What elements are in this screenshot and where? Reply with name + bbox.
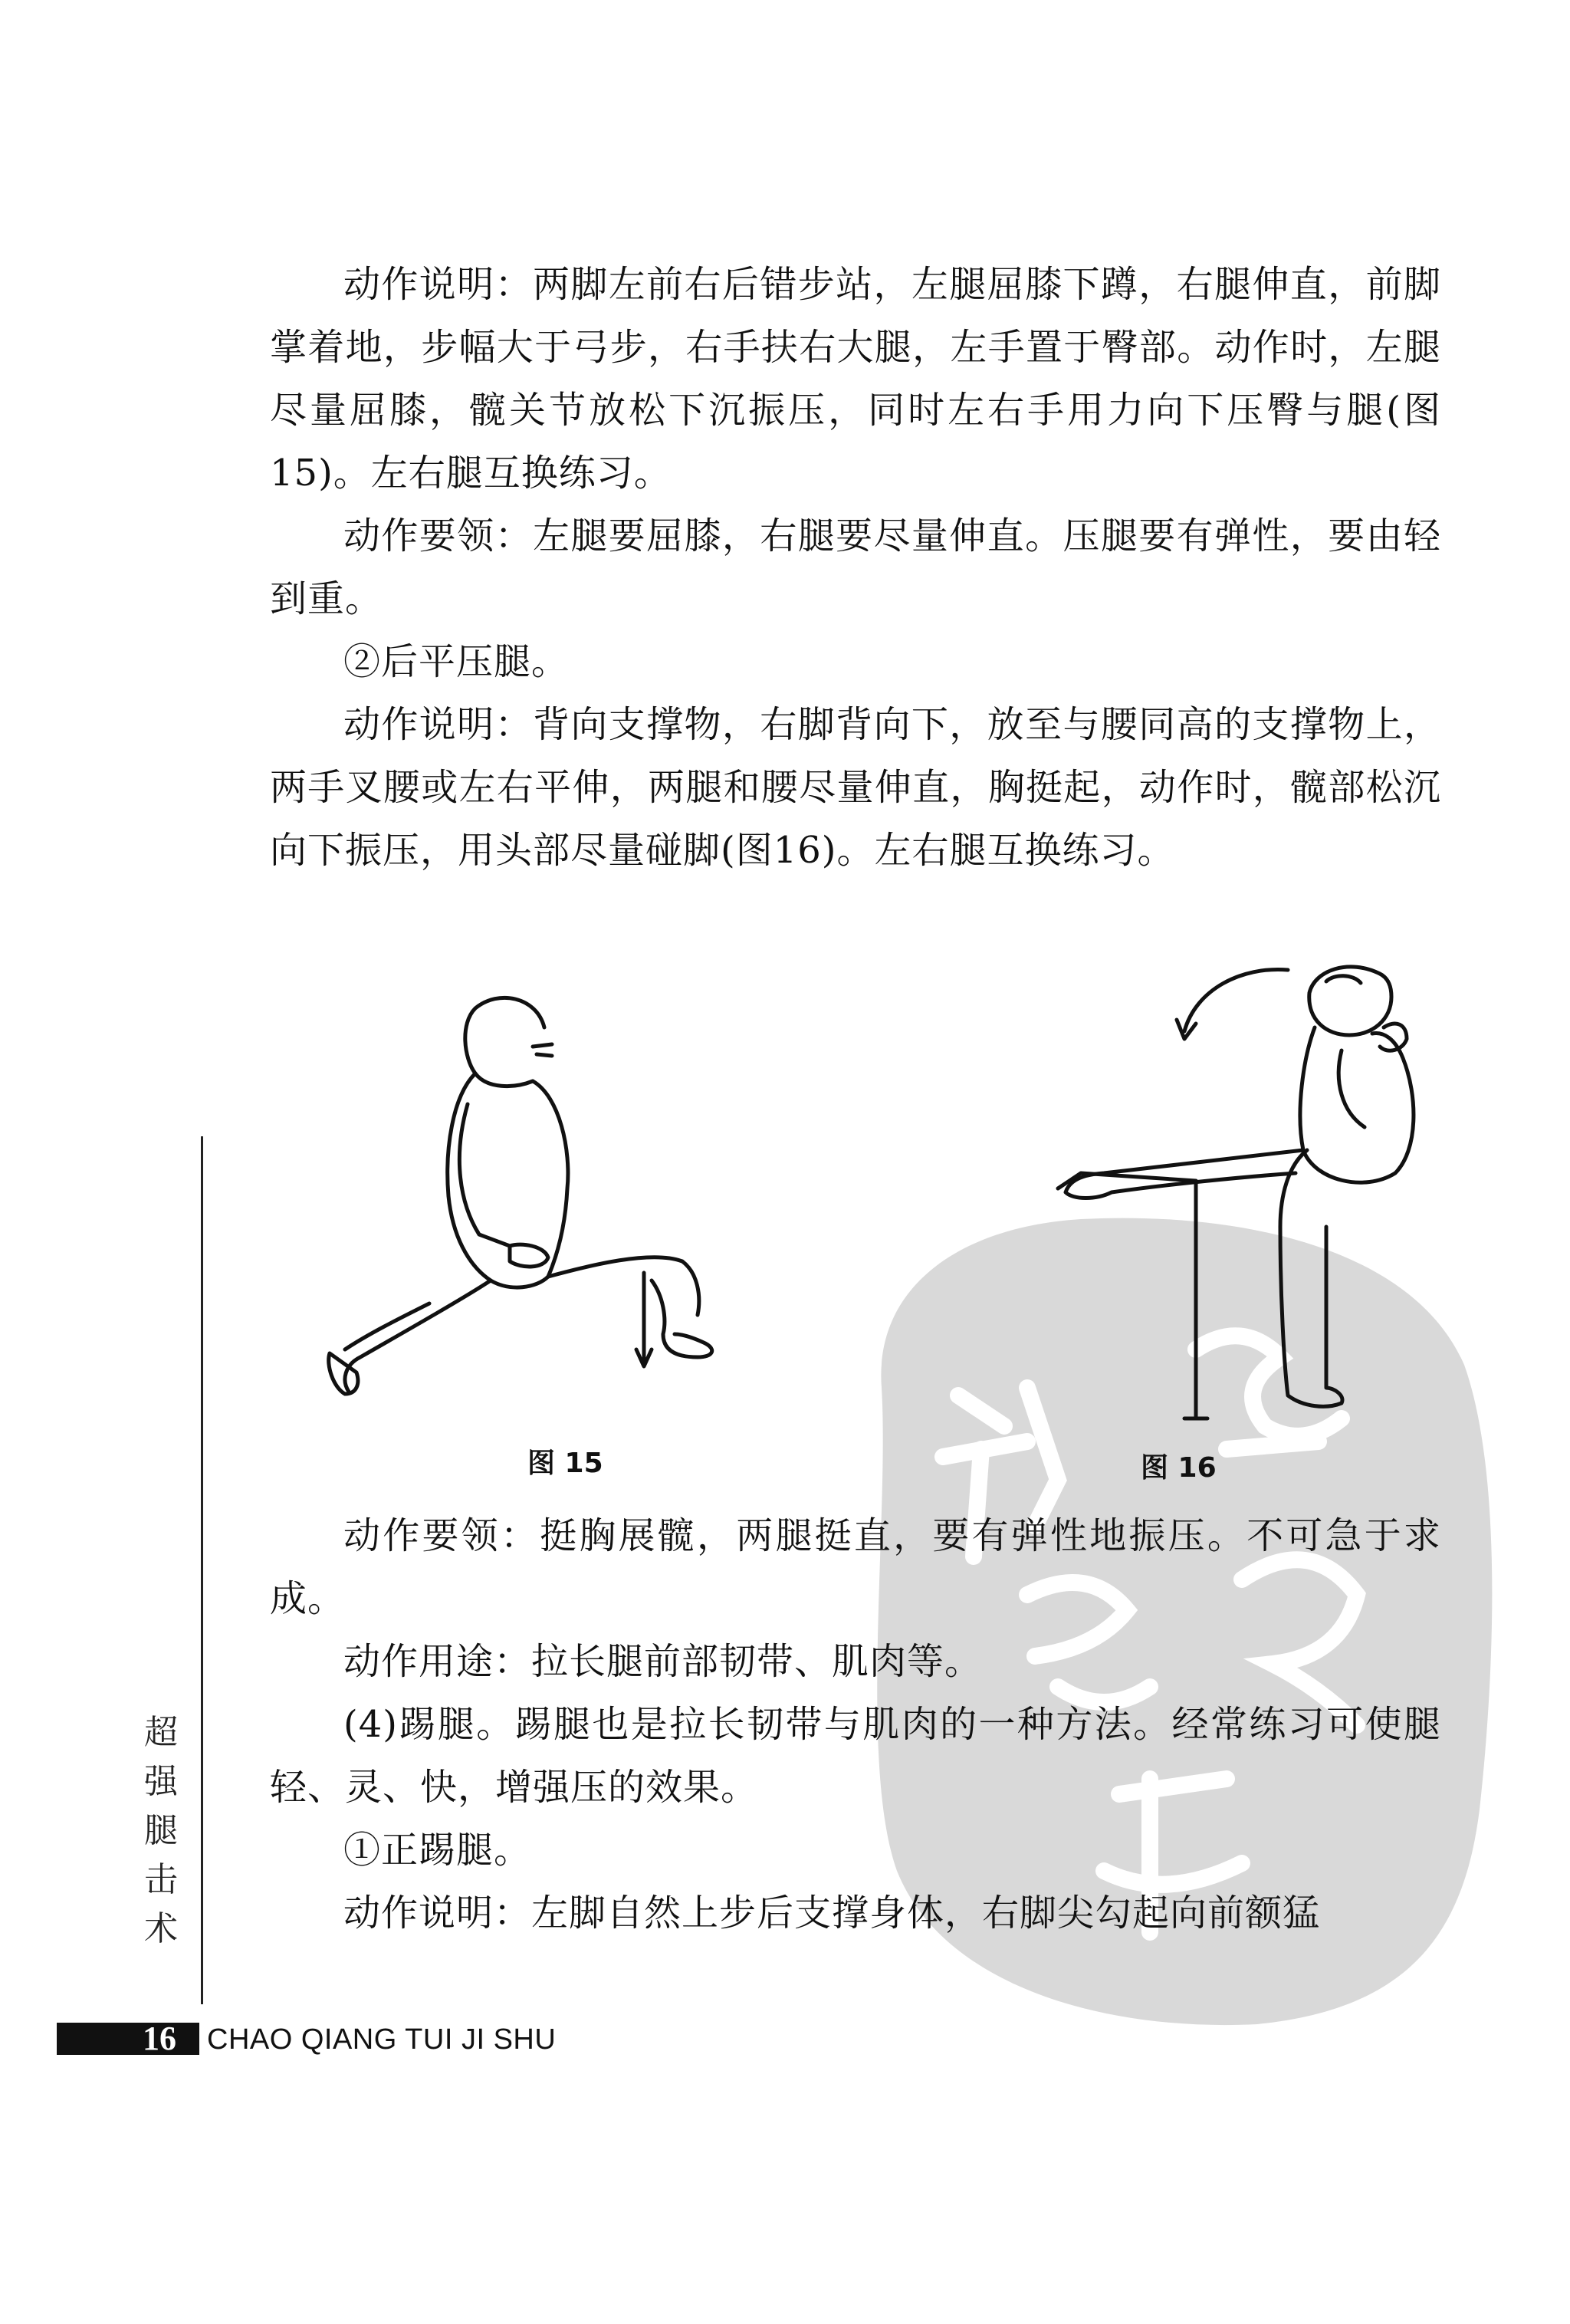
paragraph: ②后平压腿。 [343, 640, 570, 683]
paragraph: 动作说明：左脚自然上步后支撑身体，右脚尖勾起向前额猛 [343, 1892, 1321, 1934]
paragraph: 动作说明：两脚左前右后错步站，左腿屈膝下蹲，右腿伸直，前脚掌着地，步幅大于弓步，右手扶右大腿，左手置于臀部。动作时，左腿尽量屈膝，髋关节放松下沉振压，同时左右手用力向下压臀与腿(图15)。左右腿互换练习。 [270, 263, 1441, 495]
back-leg-press-illustration [966, 897, 1457, 1434]
side-divider [201, 1136, 203, 2004]
paragraph: (4)踢腿。踢腿也是拉长韧带与肌肉的一种方法。经常练习可使腿轻、灵、快，增强压的效果。 [270, 1703, 1441, 1809]
figure-15-caption: 图 15 [527, 1448, 603, 1479]
lunge-stretch-illustration [314, 974, 805, 1434]
title-char: 击 [144, 1860, 178, 1899]
title-char: 腿 [144, 1811, 178, 1850]
figure-16-caption: 图 16 [1141, 1452, 1217, 1484]
page-number: 16 [143, 2020, 176, 2057]
paragraph: ①正踢腿。 [343, 1829, 532, 1872]
title-char: 强 [144, 1762, 178, 1801]
paragraph: 动作要领：挺胸展髋，两腿挺直，要有弹性地振压。不可急于求成。 [270, 1514, 1441, 1620]
vertical-book-title [138, 1708, 184, 1954]
running-title: CHAO QIANG TUI JI SHU [207, 2023, 557, 2056]
paragraph: 动作说明：背向支撑物，右脚背向下，放至与腰同高的支撑物上，两手叉腰或左右平伸，两腿和腰尽量伸直，胸挺起，动作时，髋部松沉向下振压，用头部尽量碰脚(图16)。左右腿互换练习。 [270, 703, 1441, 872]
title-char: 超 [144, 1713, 178, 1752]
footer-bar [57, 2020, 199, 2057]
text-block-top [270, 253, 1441, 882]
title-char: 术 [144, 1909, 178, 1948]
paragraph: 动作用途：拉长腿前部韧带、肌肉等。 [343, 1640, 983, 1683]
text-block-bottom [270, 1504, 1441, 1944]
paragraph: 动作要领：左腿要屈膝，右腿要尽量伸直。压腿要有弹性，要由轻到重。 [270, 514, 1441, 620]
